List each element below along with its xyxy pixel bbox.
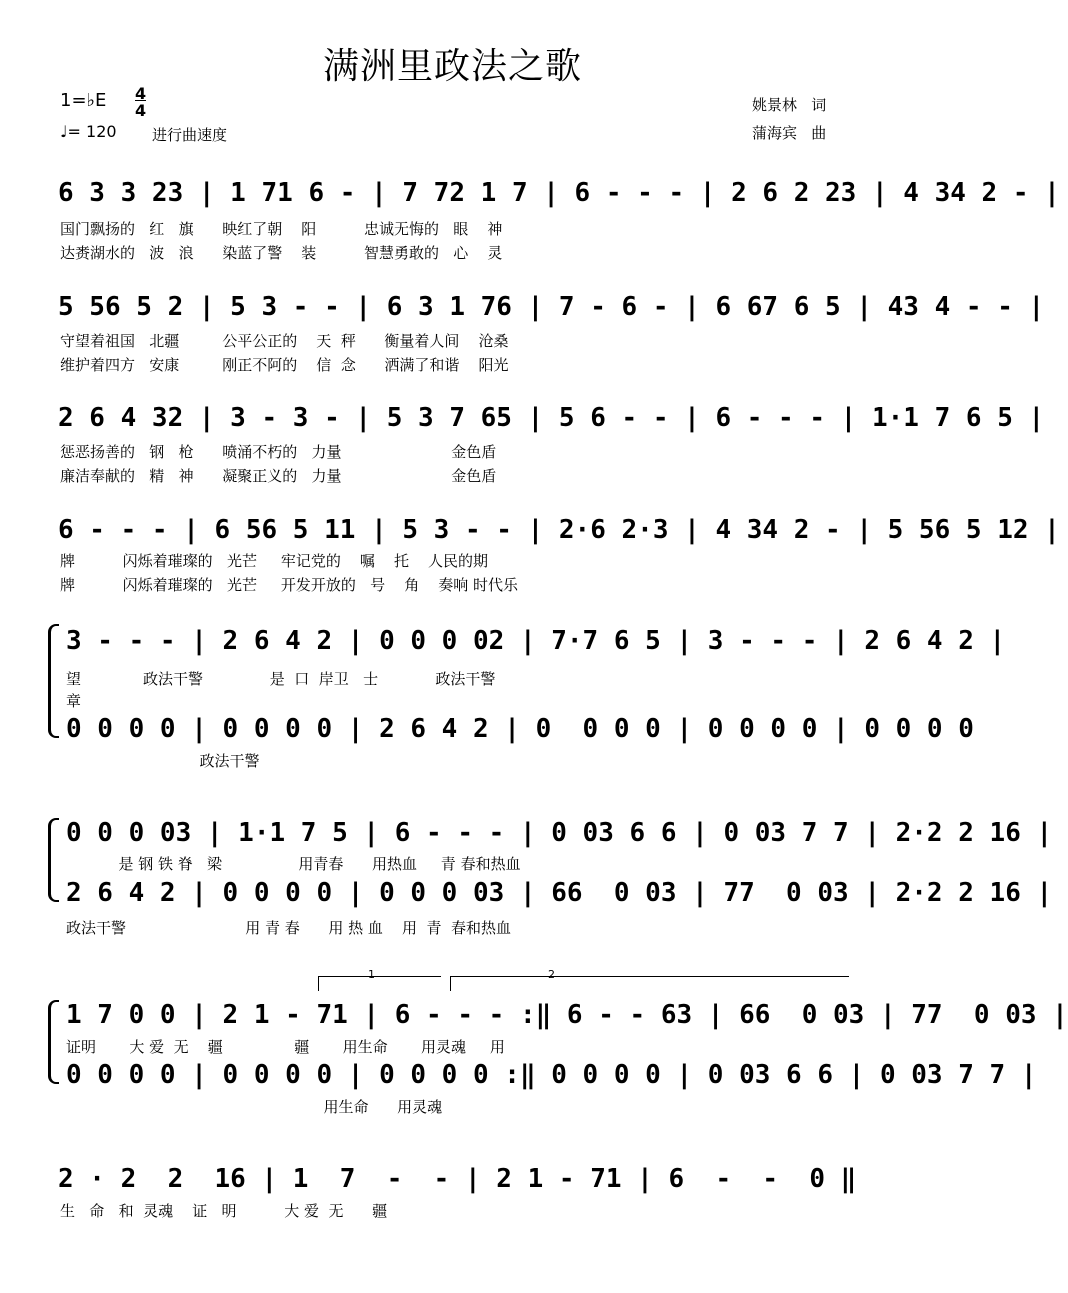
lyricist: 姚景林 词	[752, 96, 827, 114]
lyrics-row-6-lower: 政法干警 用 青 春 用 热 血 用 青 春和热血	[66, 919, 512, 937]
notation-row-8: 2 · 2 2 16 | 1 7 - - | 2 1 - 71 | 6 - - 0 ‖	[58, 1164, 857, 1194]
time-sig-top: 4	[135, 84, 147, 103]
lyrics-row-5-upper-2: 章	[66, 692, 82, 710]
tempo-marking: ♩= 120	[60, 122, 117, 141]
time-sig-bottom: 4	[135, 101, 147, 120]
notation-row-5-lower: 0 0 0 0 | 0 0 0 0 | 2 6 4 2 | 0 0 0 0 | 0 0 0 0 | 0 0 0 0	[66, 714, 974, 744]
notation-row-2: 5 56 5 2 | 5 3 - - | 6 3 1 76 | 7 - 6 - | 6 67 6 5 | 43 4 - - |	[58, 292, 1045, 322]
key-signature: 1=♭E	[60, 90, 107, 111]
volta-bracket-1	[318, 976, 441, 991]
lyrics-row-7-upper: 证明 大 爱 无 疆 疆 用生命 用灵魂 用	[66, 1038, 505, 1056]
staff-brace	[48, 624, 59, 738]
notation-row-7-upper: 1 7 0 0 | 2 1 - 71 | 6 - - - :‖ 6 - - 63 | 66 0 03 | 77 0 03 |	[66, 1000, 1068, 1030]
lyrics-row-3-verse-2: 廉洁奉献的 精 神 凝聚正义的 力量 金色盾	[60, 467, 497, 485]
lyrics-row-5-upper: 望 政法干警 是 口 岸卫 士 政法干警	[66, 670, 496, 688]
song-title: 满洲里政法之歌	[322, 46, 582, 87]
volta-number-2: 2	[548, 968, 555, 981]
volta-number-1: 1	[368, 968, 375, 981]
notation-row-3: 2 6 4 32 | 3 - 3 - | 5 3 7 65 | 5 6 - - | 6 - - - | 1·1 7 6 5 |	[58, 403, 1045, 433]
lyrics-row-3-verse-1: 惩恶扬善的 钢 枪 喷涌不朽的 力量 金色盾	[60, 443, 497, 461]
notation-row-1: 6 3 3 23 | 1 71 6 - | 7 72 1 7 | 6 - - - | 2 6 2 23 | 4 34 2 - |	[58, 178, 1060, 208]
lyrics-row-2-verse-1: 守望着祖国 北疆 公平公正的 天 秤 衡量着人间 沧桑	[60, 332, 509, 350]
notation-row-7-lower: 0 0 0 0 | 0 0 0 0 | 0 0 0 0 :‖ 0 0 0 0 | 0 03 6 6 | 0 03 7 7 |	[66, 1060, 1037, 1090]
lyrics-row-1-verse-2: 达赉湖水的 波 浪 染蓝了警 装 智慧勇敢的 心 灵	[60, 244, 503, 262]
staff-brace	[48, 1000, 59, 1084]
lyrics-row-6-upper: 是 钢 铁 脊 梁 用青春 用热血 青 春和热血	[66, 855, 521, 873]
lyrics-row-4-verse-1: 牌 闪烁着璀璨的 光芒 牢记党的 嘱 托 人民的期	[60, 552, 489, 570]
lyrics-row-5-lower: 政法干警	[66, 752, 260, 770]
notation-row-6-lower: 2 6 4 2 | 0 0 0 0 | 0 0 0 03 | 66 0 03 | 77 0 03 | 2·2 2 16 |	[66, 878, 1053, 908]
lyrics-row-8: 生 命 和 灵魂 证 明 大 爱 无 疆	[60, 1202, 388, 1220]
notation-row-5-upper: 3 - - - | 2 6 4 2 | 0 0 0 02 | 7·7 6 5 | 3 - - - | 2 6 4 2 |	[66, 626, 1006, 656]
lyrics-row-7-lower: 用生命 用灵魂	[66, 1098, 443, 1116]
lyrics-row-1-verse-1: 国门飘扬的 红 旗 映红了朝 阳 忠诚无悔的 眼 神	[60, 220, 503, 238]
composer: 蒲海宾 曲	[752, 124, 827, 142]
notation-row-4: 6 - - - | 6 56 5 11 | 5 3 - - | 2·6 2·3 | 4 34 2 - | 5 56 5 12 |	[58, 515, 1060, 545]
notation-row-6-upper: 0 0 0 03 | 1·1 7 5 | 6 - - - | 0 03 6 6 | 0 03 7 7 | 2·2 2 16 |	[66, 818, 1053, 848]
staff-brace	[48, 818, 59, 902]
lyrics-row-2-verse-2: 维护着四方 安康 刚正不阿的 信 念 洒满了和谐 阳光	[60, 356, 509, 374]
volta-bracket-2	[450, 976, 849, 991]
tempo-text: 进行曲速度	[152, 126, 228, 144]
lyrics-row-4-verse-2: 牌 闪烁着璀璨的 光芒 开发开放的 号 角 奏响 时代乐	[60, 576, 519, 594]
